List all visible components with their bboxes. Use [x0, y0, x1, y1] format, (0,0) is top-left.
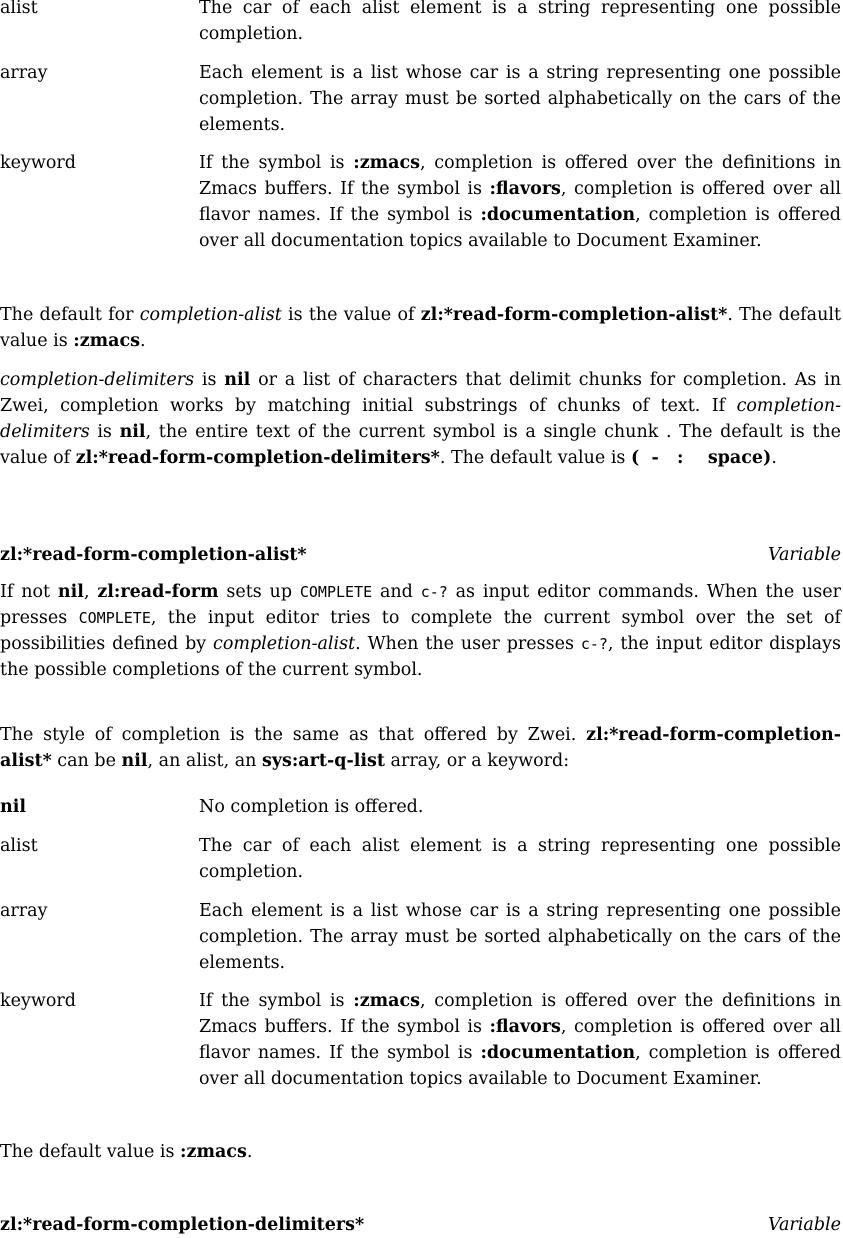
term-description: The car of each alist element is a string representing one possible completion. [199, 0, 841, 44]
term-label: keyword [0, 991, 76, 1011]
term-description: Each element is a list whose car is a string representing one possible completion. The array must be sorted alphabetically on the cars of the elements. [199, 63, 841, 135]
section-heading [0, 542, 841, 568]
term-label: keyword [0, 153, 76, 173]
term-description: No completion is offered. [199, 797, 424, 817]
section-heading [0, 1212, 841, 1238]
term-description: If the symbol is :zmacs, completion is offered over the definitions in Zmacs buffers. If the symbol is :flavors, completion is offered over all flavor names. If the symbol is :documentation, completion is offered over all documentation topics available to Document Examiner. [199, 991, 841, 1089]
paragraph-delimiters: completion-delimiters is nil or a list of characters that delimit chunks for completion. As in Zwei, completion works by matching initial substrings of chunks of text. If completion-delimiters is nil, the entire text of the current symbol is a single chunk . The default is the value of zl:*read-form-completion-delimiters*. The default value is ( - : space). [0, 370, 842, 468]
entry-type: Variable [767, 1215, 841, 1235]
term-description: Each element is a list whose car is a string representing one possible completion. The array must be sorted alphabetically on the cars of the elements. [199, 901, 841, 973]
paragraph-style: The style of completion is the same as that offered by Zwei. zl:*read-form-completion-alist* can be nil, an alist, an sys:art-q-list array, or a keyword: [0, 725, 841, 771]
term-label: array [0, 63, 48, 83]
term-label: alist [0, 836, 38, 856]
term-description: The car of each alist element is a string representing one possible completion. [199, 836, 841, 882]
variable-name: zl:*read-form-completion-alist* [0, 545, 307, 565]
variable-name: zl:*read-form-completion-delimiters* [0, 1215, 365, 1235]
paragraph-default-value: The default value is :zmacs. [0, 1142, 253, 1162]
paragraph-default: The default for completion-alist is the value of zl:*read-form-completion-alist*. The default value is :zmacs. [0, 305, 841, 351]
term-description: If the symbol is :zmacs, completion is offered over the definitions in Zmacs buffers. If the symbol is :flavors, completion is offered over all flavor names. If the symbol is :documentation, completion is offered over all documentation topics available to Document Examiner. [199, 153, 841, 251]
term-label: array [0, 901, 48, 921]
term-label: alist [0, 0, 38, 18]
entry-type: Variable [767, 545, 841, 565]
paragraph-intro: If not nil, zl:read-form sets up COMPLETE and c-? as input editor commands. When the user presses COMPLETE, the input editor tries to complete the current symbol over the set of possibilities defined by completion-alist. When the user presses c-?, the input editor displays the possible completions of the current symbol. [0, 582, 841, 680]
term-label: nil [0, 797, 27, 817]
